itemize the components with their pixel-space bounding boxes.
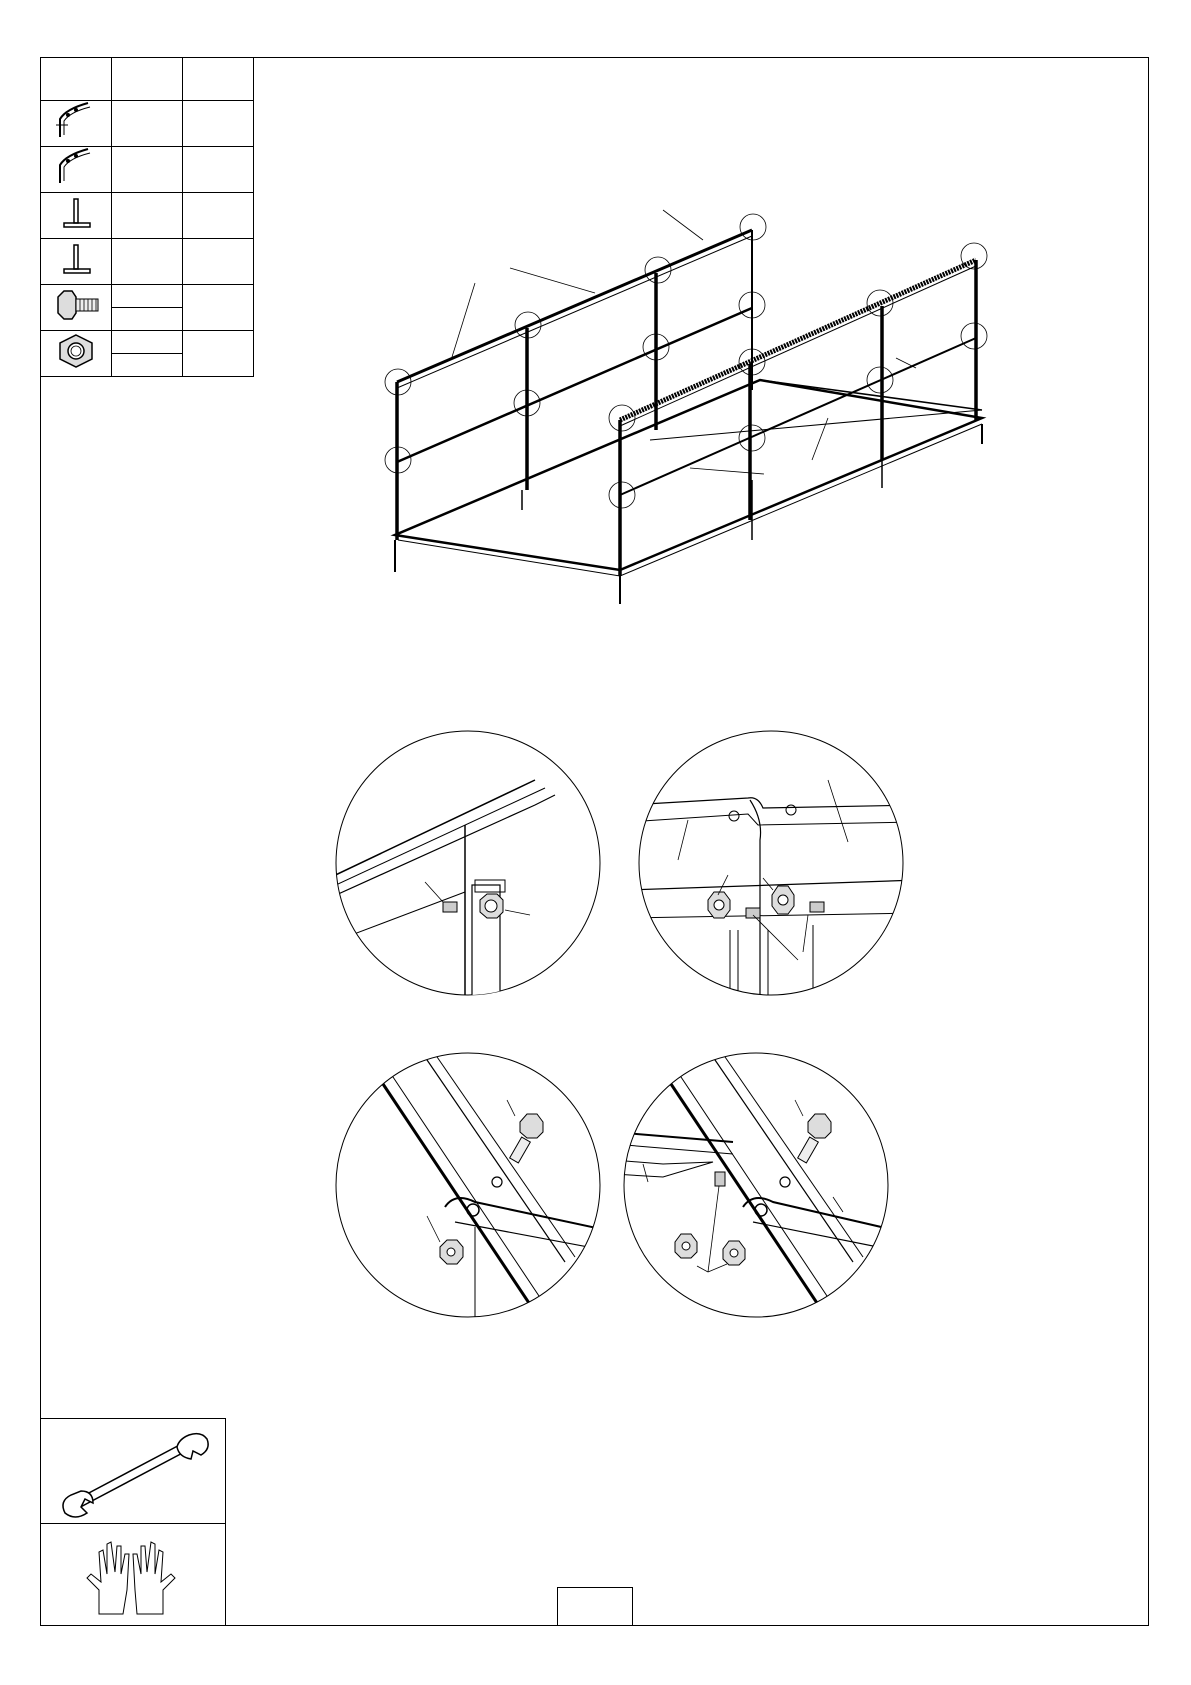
detail-view-1 — [335, 730, 601, 996]
wrench-icon — [51, 1425, 217, 1519]
detail-view-2 — [638, 730, 904, 996]
tool-gloves — [40, 1523, 226, 1626]
page-number — [557, 1587, 633, 1626]
tool-wrench — [40, 1418, 226, 1524]
detail-view-4 — [623, 1052, 889, 1318]
gloves-icon — [81, 1534, 181, 1618]
detail-view-3 — [335, 1052, 601, 1318]
